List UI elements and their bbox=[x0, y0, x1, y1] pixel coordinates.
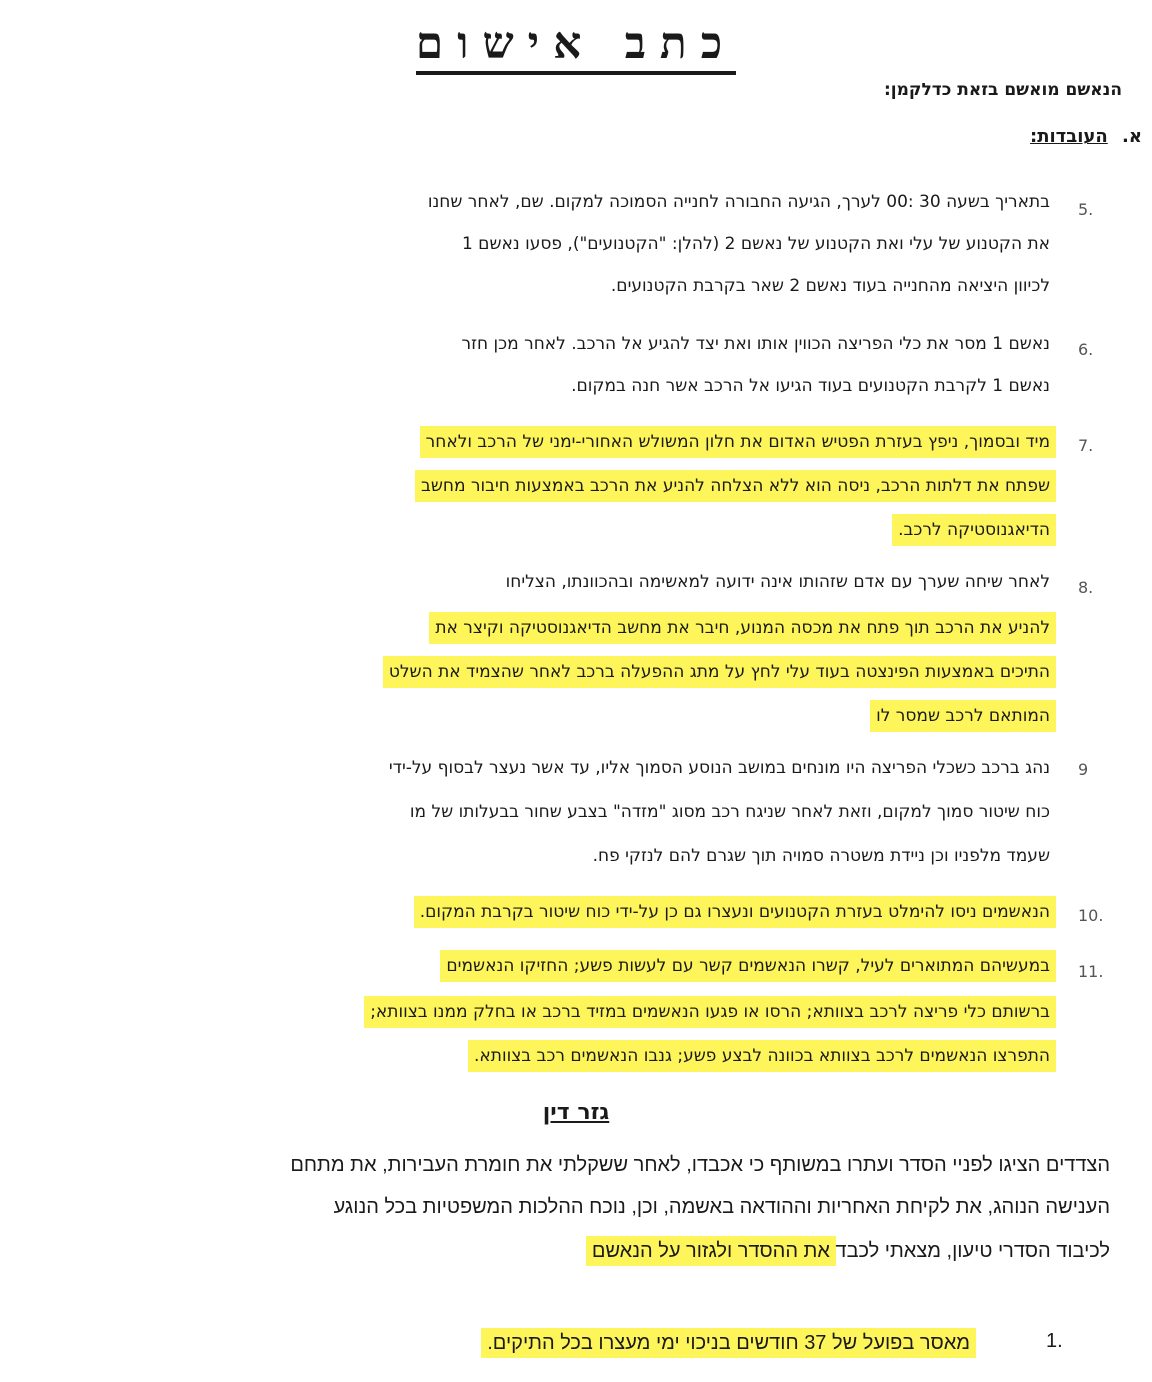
highlighted-text-line: שפתח את דלתות הרכב, ניסה הוא ללא הצלחה להניע את הרכב באמצעות חיבור מחשב bbox=[415, 470, 1056, 502]
text-line: בתאריך בשעה 30 :00 לערך, הגיעה החבורה לחנייה הסמוכה למקום. שם, לאחר שחנו bbox=[427, 192, 1050, 212]
document-title: כתב אישום bbox=[0, 18, 1152, 69]
text-line: נאשם 1 מסר את כלי הפריצה הכווין אותו ואת יצד להגיע אל הרכב. לאחר מכן חזר bbox=[461, 334, 1050, 354]
paragraph-number: 6. bbox=[1078, 340, 1094, 359]
intro-line: הנאשם מואשם בזאת כדלקמן: bbox=[883, 80, 1122, 100]
highlighted-text-line: הדיאגנוסטיקה לרכב. bbox=[892, 514, 1056, 546]
highlighted-text-line: מיד ובסמוך, ניפץ בעזרת הפטיש האדום את חלון המשולש האחורי-ימני של הרכב ולאחר bbox=[420, 426, 1056, 458]
highlighted-text-line: הנאשמים ניסו להימלט בעזרת הקטנועים ונעצרו גם כן על-ידי כוח שיטור בקרבת המקום. bbox=[414, 896, 1056, 928]
section-label: העובדות: bbox=[1030, 126, 1108, 147]
section-heading bbox=[1030, 126, 1142, 147]
text-line: נהג ברכב כשכלי הפריצה היו מונחים במושב הנוסע הסמוך אליו, עד אשר נעצר לבסוף על-ידי bbox=[388, 758, 1050, 778]
text-line: לכיוון היציאה מהחנייה בעוד נאשם 2 שאר בקרבת הקטנועים. bbox=[610, 276, 1050, 296]
paragraph-number: 9 bbox=[1078, 760, 1089, 779]
paragraph-number: 8. bbox=[1078, 578, 1094, 597]
paragraph-number: 11. bbox=[1078, 962, 1104, 981]
highlighted-text-line: התיכים באמצעות הפינצטה בעוד עלי לחץ על מתג ההפעלה ברכב לאחר שהצמיד את השלט bbox=[383, 656, 1056, 688]
section-letter: א. bbox=[1122, 126, 1142, 147]
verdict-line: הצדדים הציגו לפניי הסדר ועתרו במשותף כי אכבדו, לאחר ששקלתי את חומרת העבירות, את מתחם bbox=[290, 1154, 1110, 1176]
paragraph-number: 10. bbox=[1078, 906, 1104, 925]
highlighted-text-line: במעשיהם המתוארים לעיל, קשרו הנאשמים קשר עם לעשות פשע; החזיקו הנאשמים bbox=[440, 950, 1056, 982]
paragraph-number: 7. bbox=[1078, 436, 1094, 455]
sentence-item-number: 1. bbox=[1046, 1330, 1063, 1352]
highlighted-text-line: ברשותם כלי פריצה לרכב בצוותא; הרסו או פגעו הנאשמים במזיד ברכב או בחלק ממנו בצוותא; bbox=[364, 996, 1056, 1028]
verdict-line-highlighted: לכיבוד הסדרי טיעון, מצאתי לכבד את ההסדר ולגזור על הנאשם bbox=[586, 1236, 1116, 1266]
text-line: לאחר שיחה שערך עם אדם שזהותו אינה ידועה למאשימה ובהכוונתו, הצליחו bbox=[505, 572, 1050, 592]
highlighted-text-line: התפרצו הנאשמים לרכב בצוותא בכוונה לבצע פשע; גנבו הנאשמים רכב בצוותא. bbox=[468, 1040, 1056, 1072]
text-line: נאשם 1 לקרבת הקטנועים בעוד הגיעו אל הרכב אשר חנה במקום. bbox=[571, 376, 1050, 396]
text-line: כוח שיטור סמוך למקום, וזאת לאחר שניגח רכב מסוג "מזדה" בצבע שחור בבעלותו של מו bbox=[409, 802, 1050, 822]
highlighted-text-line: המותאם לרכב שמסר לו bbox=[870, 700, 1056, 732]
text-line: שעמד מלפניו וכן ניידת משטרה סמויה תוך שגרם להם לנזקי פח. bbox=[592, 846, 1050, 866]
paragraph-number: 5. bbox=[1078, 200, 1094, 219]
text-line: את הקטנוע של עלי ואת הקטנוע של נאשם 2 (להלן: "הקטנועים"), פסעו נאשם 1 bbox=[461, 234, 1050, 254]
verdict-title: גזר דין bbox=[542, 1100, 610, 1125]
verdict-line: הענישה הנוהג, את לקיחת האחריות וההודאה באשמה, וכן, נוכח ההלכות המשפטיות בכל הנוגע bbox=[333, 1196, 1110, 1218]
highlighted-text-line: להניע את הרכב תוך פתח את מכסה המנוע, חיבר את מחשב הדיאגנוסטיקה וקיצר את bbox=[429, 612, 1056, 644]
sentence-item-text: מאסר בפועל של 37 חודשים בניכוי ימי מעצרו בכל התיקים. bbox=[481, 1328, 976, 1358]
